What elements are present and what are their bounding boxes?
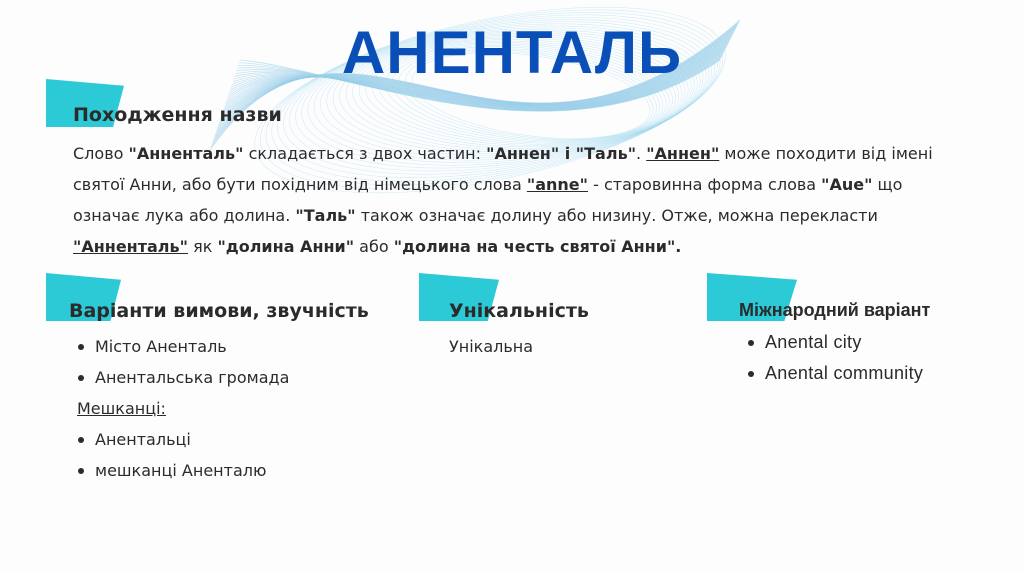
origin-text-part: Слово (73, 144, 129, 163)
international-list (745, 327, 923, 389)
international-heading: Міжнародний варіант (739, 300, 931, 320)
origin-text-part: - старовинна форма слова (588, 175, 822, 194)
origin-text-part: "Аннен" і "Таль" (486, 144, 637, 163)
list-item: Anental community (745, 358, 923, 389)
page-title: АНЕНТАЛЬ (341, 19, 683, 86)
origin-text-part: як (187, 237, 218, 256)
list-item: Анентальська громада (75, 362, 289, 393)
origin-text-part: "Aue" (821, 175, 873, 194)
residents-label: Мешканці: (77, 399, 166, 418)
variants-heading: Варіанти вимови, звучність (69, 300, 369, 322)
list-item: Місто Аненталь (75, 331, 289, 362)
origin-text-part: "Анненталь" (128, 144, 244, 163)
origin-text-part: складається з двох частин: (243, 144, 487, 163)
origin-text-part: або (354, 237, 394, 256)
origin-text-part: "Аннен" (646, 144, 720, 163)
list-item: Anental city (745, 327, 923, 358)
origin-paragraph (73, 138, 973, 262)
list-item: Анентальці (75, 424, 266, 455)
residents-list (75, 424, 266, 486)
origin-text-part: . (636, 144, 647, 163)
origin-text-part: "долина на честь святої Анни". (393, 237, 682, 256)
variants-list (75, 331, 289, 393)
origin-heading: Походження назви (73, 104, 282, 126)
origin-text-part: що означає лука або долина. (73, 175, 903, 225)
origin-text-part: "anne" (526, 175, 588, 194)
origin-text-part: "Анненталь" (73, 237, 188, 256)
origin-text-part: "долина Анни" (217, 237, 355, 256)
origin-text-part: "Таль" (295, 206, 356, 225)
origin-text-part: може походити від імені святої Анни, або бути похідним від німецького слова (73, 144, 933, 194)
uniqueness-value: Унікальна (449, 337, 534, 356)
origin-text-part: також означає долину або низину. Отже, можна перекласти (355, 206, 878, 225)
list-item: мешканці Аненталю (75, 455, 266, 486)
uniqueness-heading: Унікальність (449, 300, 589, 322)
